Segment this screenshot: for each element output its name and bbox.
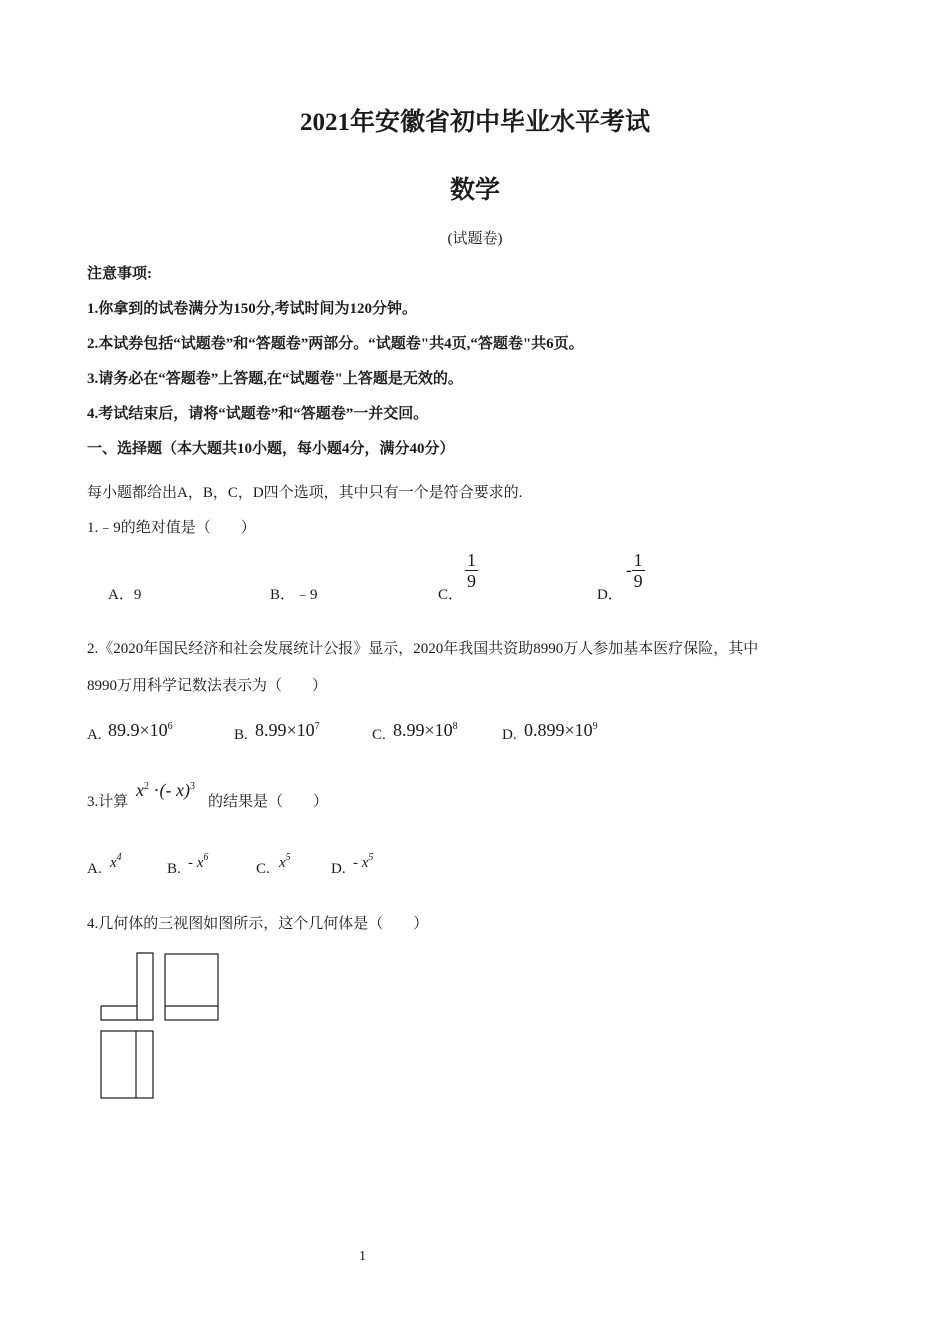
side-view-rectangle	[165, 954, 218, 1020]
power-base: - x	[353, 855, 369, 871]
q1-option-a: A．9	[108, 587, 142, 603]
power-exponent: 6	[203, 852, 209, 863]
sci-base: 89.9×10	[108, 720, 168, 740]
q1-option-d-label: D．	[597, 587, 623, 603]
section-heading: 一、选择题（本大题共10小题，每小题4分，满分40分）	[87, 441, 455, 457]
q3-option-a-label: A.	[87, 861, 102, 877]
q3-option-b-label: B.	[167, 861, 181, 877]
front-view-l-shape	[101, 953, 153, 1020]
exam-title: 2021年安徽省初中毕业水平考试	[299, 109, 650, 136]
power-exponent: 5	[285, 852, 291, 863]
top-view-rectangle	[101, 1031, 153, 1098]
fraction-denominator: 9	[467, 571, 476, 591]
q3-option-b-value	[188, 852, 209, 872]
dot-operator: ·	[153, 780, 160, 800]
q3-option-d-value	[353, 852, 374, 872]
subject-title: 数学	[449, 177, 500, 204]
power-exponent: 5	[368, 852, 374, 863]
q2-option-c-value	[393, 720, 458, 741]
page-number: 1	[359, 1249, 366, 1264]
exponent: 2	[144, 781, 149, 792]
q2-option-c-label: C.	[372, 727, 386, 743]
notice-heading: 注意事项:	[87, 266, 152, 282]
fraction-numerator: 1	[633, 550, 643, 570]
notice-item: 1.你拿到的试卷满分为150分,考试时间为120分钟。	[87, 301, 418, 317]
q2-option-a-label: A.	[87, 727, 102, 743]
q1-option-c-label: C．	[438, 587, 464, 603]
section-instruction: 每小题都给出A，B，C，D四个选项，其中只有一个是符合要求的.	[87, 485, 523, 501]
notice-item: 3.请务必在“答题卷”上答题,在“试题卷"上答题是无效的。	[87, 371, 463, 387]
q2-option-a-value	[108, 720, 173, 741]
exponent: 3	[189, 781, 195, 792]
question-1-stem: 1.﹣9的绝对值是（ ）	[87, 520, 256, 536]
notice-item: 4.考试结束后，请将“试题卷”和“答题卷”一并交回。	[87, 406, 429, 422]
q1-option-d-fraction	[626, 550, 645, 591]
q3-option-c-label: C.	[256, 861, 270, 877]
q3-option-a-value	[110, 852, 122, 872]
q2-option-b-value	[255, 720, 320, 741]
paper-type: (试题卷)	[447, 231, 503, 247]
fraction-numerator: 1	[467, 550, 476, 570]
question-3-suffix: 的结果是（ ）	[208, 794, 329, 810]
q1-option-b: B．﹣9	[270, 587, 318, 603]
sci-base: 8.99×10	[393, 720, 453, 740]
power-base: - x	[188, 855, 204, 871]
sci-exponent: 8	[452, 721, 458, 732]
power-exponent: 4	[116, 852, 122, 863]
question-2-stem-line2: 8990万用科学记数法表示为（ ）	[87, 678, 328, 694]
question-3-prefix: 3.计算	[87, 794, 129, 810]
var-x: x	[136, 780, 144, 800]
q3-option-d-label: D.	[331, 861, 346, 877]
power-base: x	[279, 855, 286, 871]
q3-option-c-value	[279, 852, 291, 872]
question-2-stem-line1: 2.《2020年国民经济和社会发展统计公报》显示，2020年我国共资助8990万人参加基本医疗保险，其中	[87, 641, 759, 657]
power-base: x	[110, 855, 117, 871]
sci-exponent: 6	[167, 721, 173, 732]
q1-option-c-fraction	[465, 550, 478, 591]
notice-item: 2.本试券包括“试题卷”和“答题卷”两部分。“试题卷"共4页,“答题卷"共6页。	[87, 336, 584, 352]
question-3-expression	[136, 780, 195, 801]
q2-option-b-label: B.	[234, 727, 248, 743]
three-view-diagram	[95, 948, 227, 1104]
q2-option-d-label: D.	[502, 727, 517, 743]
minus-sign: -	[626, 560, 632, 580]
paren-expression: (- x)	[159, 780, 190, 800]
q2-option-d-value	[524, 720, 598, 741]
fraction-denominator: 9	[633, 571, 643, 591]
sci-base: 0.899×10	[524, 720, 593, 740]
sci-exponent: 9	[592, 721, 598, 732]
question-4-stem: 4.几何体的三视图如图所示，这个几何体是（ ）	[87, 916, 429, 932]
sci-base: 8.99×10	[255, 720, 315, 740]
sci-exponent: 7	[314, 721, 320, 732]
